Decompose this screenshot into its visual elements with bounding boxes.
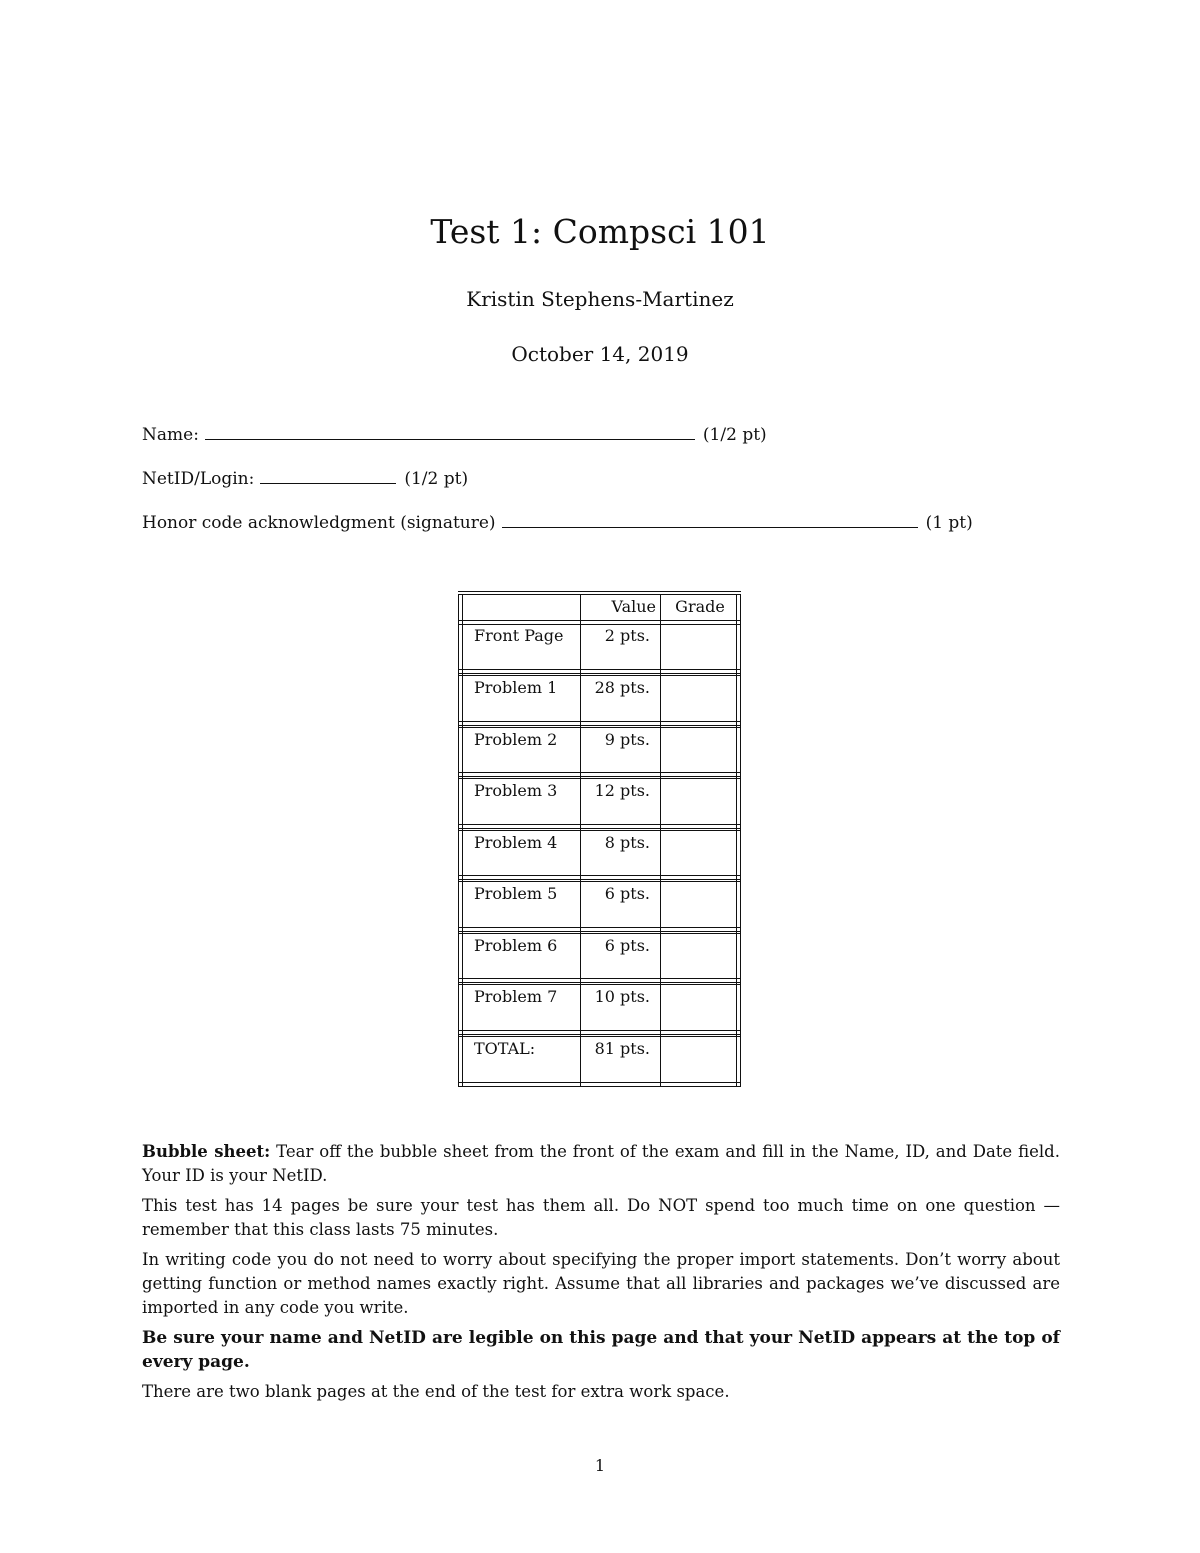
pages-instruction: This test has 14 pages be sure your test has them all. Do NOT spend too much time on one question — remember that this class lasts 75 minutes. <box>142 1196 1060 1239</box>
table-row-value: 12 pts. <box>594 781 650 800</box>
table-row-value: 6 pts. <box>604 936 650 955</box>
table-row-value: 81 pts. <box>594 1039 650 1058</box>
table-row-grade-cell[interactable] <box>664 676 734 716</box>
table-row-grade-cell[interactable] <box>664 985 734 1025</box>
name-label: Name: <box>142 425 199 445</box>
table-row-value: 28 pts. <box>594 678 650 697</box>
table-row-value: 8 pts. <box>604 833 650 852</box>
exam-date: October 14, 2019 <box>511 342 689 366</box>
legible-instruction: Be sure your name and NetID are legible on this page and that your NetID appears at the top of every page. <box>142 1328 1060 1372</box>
grade-table <box>458 591 741 1088</box>
honor-points: (1 pt) <box>925 513 973 533</box>
bubble-sheet-label: Bubble sheet: <box>142 1142 271 1161</box>
netid-points: (1/2 pt) <box>404 469 469 489</box>
table-row-value: 10 pts. <box>594 987 650 1006</box>
table-row-grade-cell[interactable] <box>664 831 734 871</box>
table-row-grade-cell[interactable] <box>664 934 734 974</box>
netid-label: NetID/Login: <box>142 469 255 489</box>
blank-pages-instruction: There are two blank pages at the end of the test for extra work space. <box>142 1382 730 1401</box>
table-row-grade-cell[interactable] <box>664 882 734 922</box>
table-row-label: Problem 5 <box>474 884 558 903</box>
table-row-label: Problem 1 <box>474 678 558 697</box>
table-row-label: Front Page <box>474 626 564 645</box>
netid-blank[interactable] <box>260 465 396 484</box>
bubble-sheet-instruction <box>142 1140 1060 1188</box>
table-header-grade: Grade <box>675 597 725 616</box>
table-row-label: Problem 6 <box>474 936 558 955</box>
table-row-label: Problem 7 <box>474 987 558 1006</box>
instructions <box>142 1140 1060 1410</box>
name-points: (1/2 pt) <box>702 425 767 445</box>
table-row-value: 6 pts. <box>604 884 650 903</box>
table-row-label: Problem 2 <box>474 730 558 749</box>
honor-label: Honor code acknowledgment (signature) <box>142 513 496 533</box>
author-name: Kristin Stephens-Martinez <box>466 287 734 311</box>
table-row-label: Problem 3 <box>474 781 558 800</box>
honor-signature-blank[interactable] <box>502 509 918 528</box>
netid-field-row <box>142 465 468 491</box>
table-row-label: Problem 4 <box>474 833 558 852</box>
honor-field-row <box>142 509 973 535</box>
table-row-grade-cell[interactable] <box>664 1037 734 1077</box>
code-instruction: In writing code you do not need to worry about specifying the proper import statements. Don’t worry about getting function or method names exactly right. Assume that all libraries and packages we’ve discussed are imported in any code you write. <box>142 1250 1060 1317</box>
table-row-grade-cell[interactable] <box>664 728 734 768</box>
table-row-grade-cell[interactable] <box>664 624 734 664</box>
name-blank[interactable] <box>205 421 695 440</box>
name-field-row <box>142 421 767 447</box>
table-row-value: 2 pts. <box>604 626 650 645</box>
bubble-sheet-text: Tear off the bubble sheet from the front of the exam and fill in the Name, ID, and Date field. Your ID is your NetID. <box>142 1142 1060 1185</box>
page-number: 1 <box>594 1456 606 1475</box>
exam-title: Test 1: Compsci 101 <box>430 212 770 251</box>
table-row-label: TOTAL: <box>474 1039 536 1058</box>
table-row-value: 9 pts. <box>604 730 650 749</box>
table-header-value: Value <box>611 597 656 616</box>
table-row-grade-cell[interactable] <box>664 779 734 819</box>
